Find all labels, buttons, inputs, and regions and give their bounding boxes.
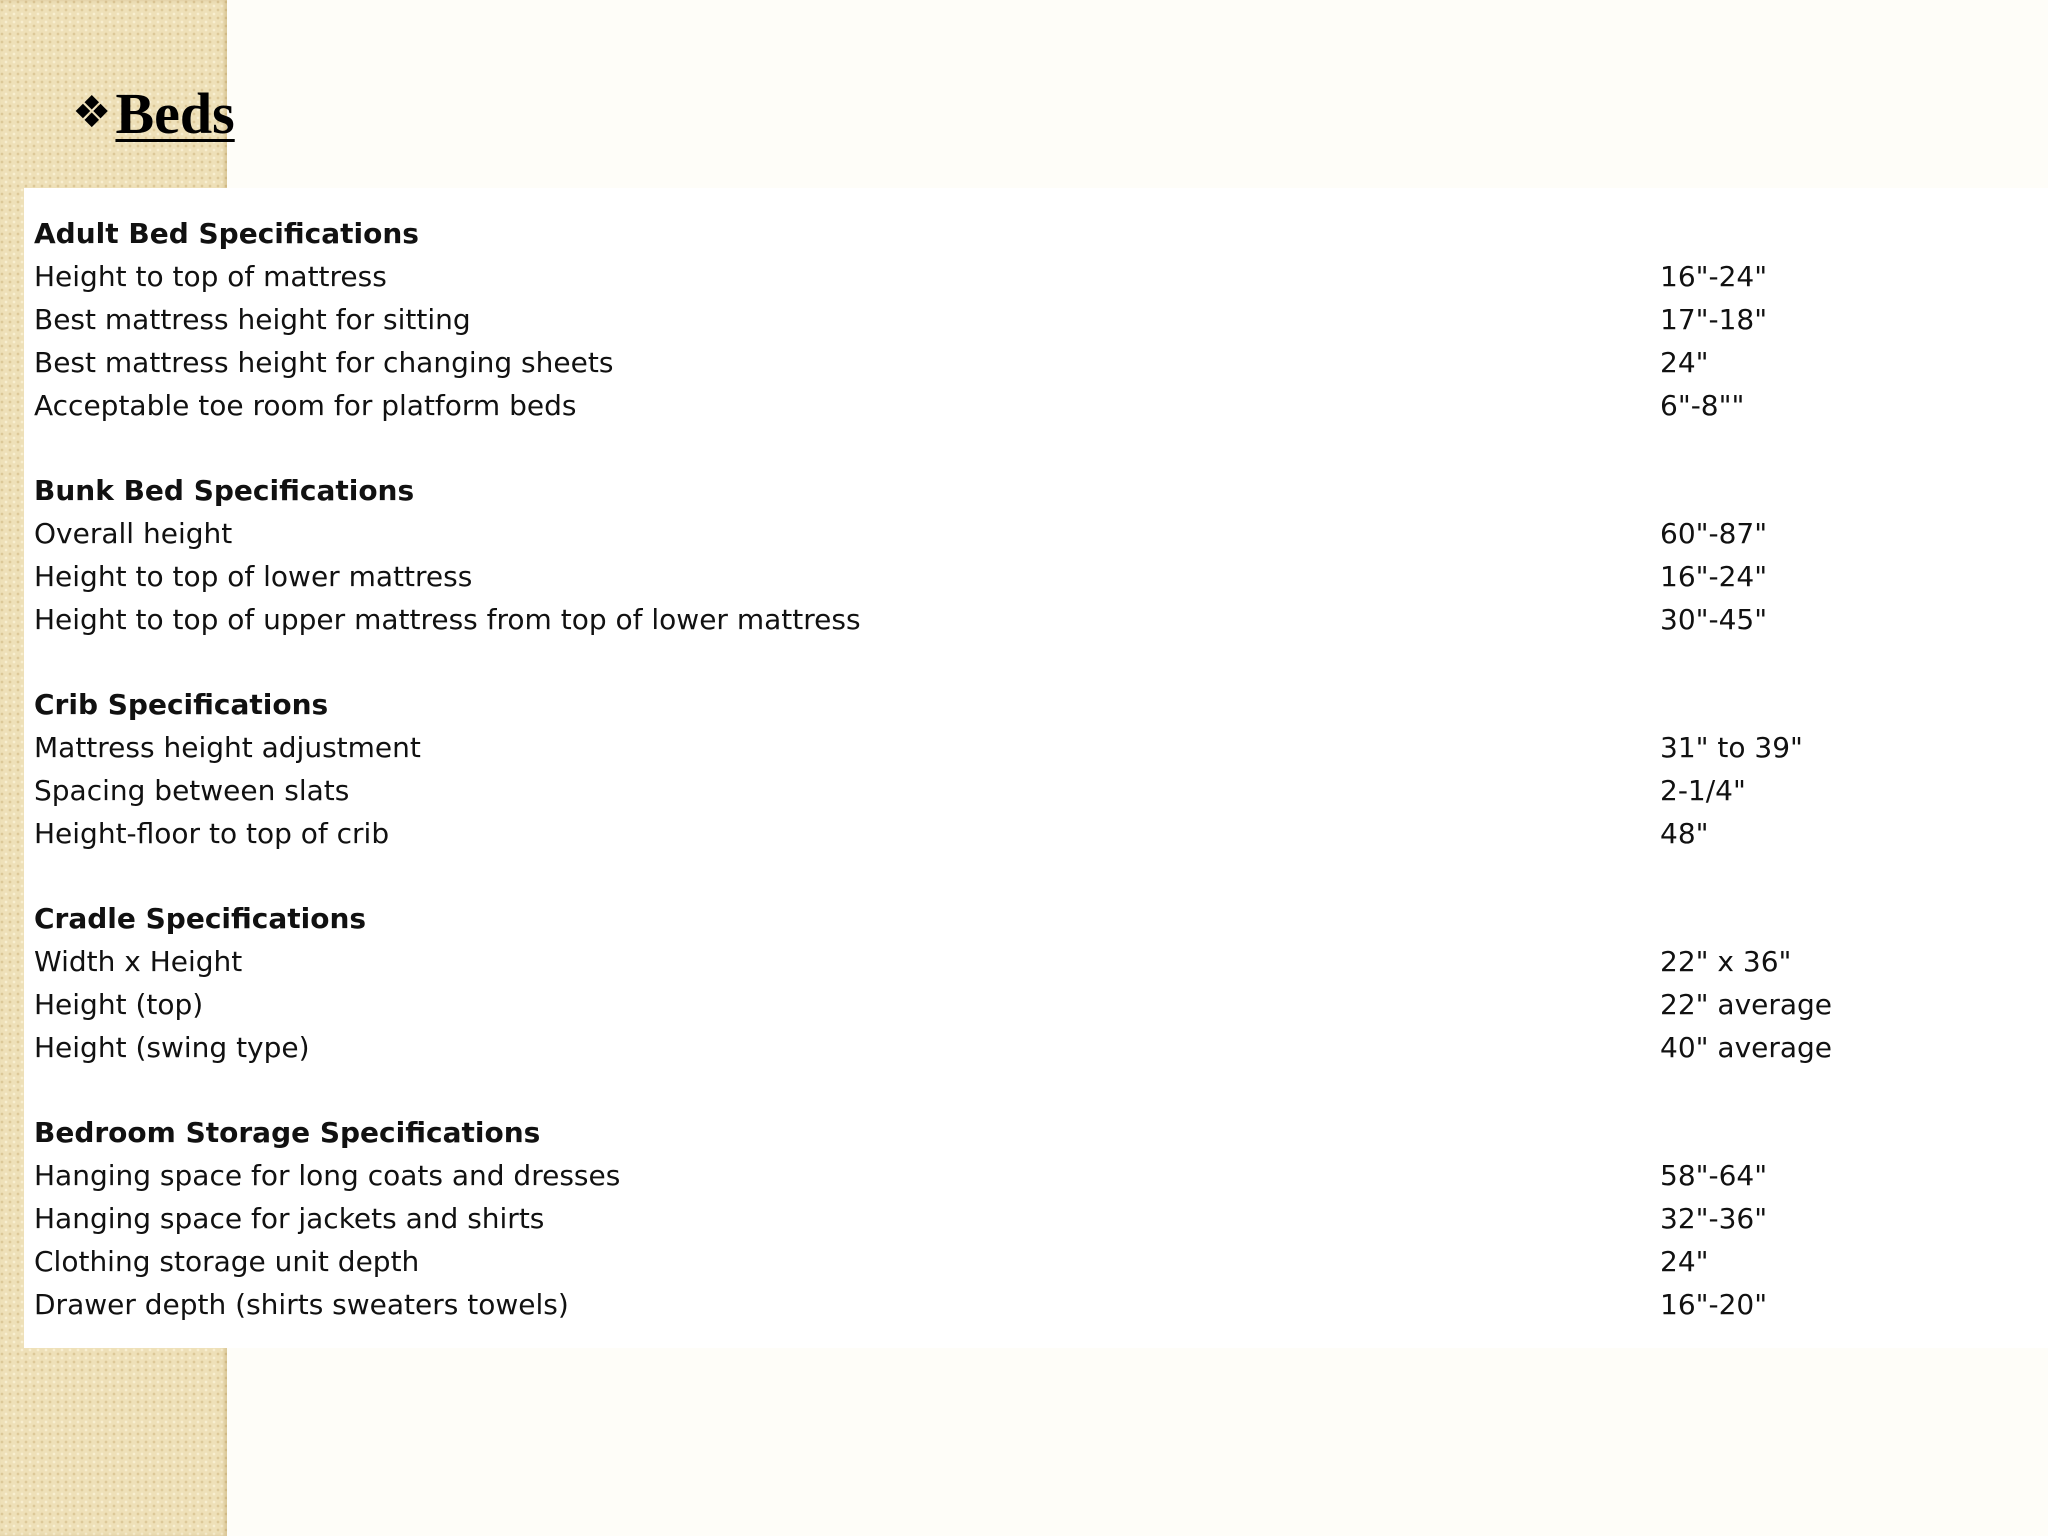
spec-label: Best mattress height for sitting xyxy=(34,303,471,336)
spec-value: 22" average xyxy=(1660,988,1833,1021)
spec-value: 40" average xyxy=(1660,1031,1833,1064)
spec-row xyxy=(34,1026,1834,1069)
spec-row xyxy=(34,598,1834,641)
spec-row xyxy=(34,512,1834,555)
spec-value: 6"-8"" xyxy=(1660,389,1745,422)
specifications-list xyxy=(34,212,1834,1368)
spec-value: 2-1/4" xyxy=(1660,774,1746,807)
section-title: Adult Bed Specifications xyxy=(34,217,419,250)
spec-row xyxy=(34,555,1834,598)
section-cradle xyxy=(34,897,1834,1069)
spec-label: Spacing between slats xyxy=(34,774,350,807)
spec-value: 17"-18" xyxy=(1660,303,1768,336)
spec-row xyxy=(34,983,1834,1026)
spec-value: 60"-87" xyxy=(1660,517,1768,550)
diamond-bullet-icon: ❖ xyxy=(72,87,112,138)
spec-row xyxy=(34,940,1834,983)
spec-row xyxy=(34,726,1834,769)
spec-value: 58"-64" xyxy=(1660,1159,1768,1192)
section-adult-bed xyxy=(34,212,1834,427)
spec-value: 16"-20" xyxy=(1660,1288,1768,1321)
spec-row xyxy=(34,298,1834,341)
spec-label: Height to top of mattress xyxy=(34,260,387,293)
page-title-text: Beds xyxy=(115,81,235,146)
specifications-panel xyxy=(24,188,2048,1348)
spec-label: Hanging space for jackets and shirts xyxy=(34,1202,545,1235)
spec-row xyxy=(34,341,1834,384)
spec-value: 22" x 36" xyxy=(1660,945,1792,978)
spec-row xyxy=(34,384,1834,427)
spec-label: Height to top of lower mattress xyxy=(34,560,473,593)
section-title: Bedroom Storage Specifications xyxy=(34,1116,541,1149)
spec-row xyxy=(34,255,1834,298)
spec-label: Height (top) xyxy=(34,988,204,1021)
spec-value: 31" to 39" xyxy=(1660,731,1803,764)
spec-value: 24" xyxy=(1660,1245,1709,1278)
spec-label: Drawer depth (shirts sweaters towels) xyxy=(34,1288,569,1321)
section-title: Crib Specifications xyxy=(34,688,329,721)
section-title: Cradle Specifications xyxy=(34,902,367,935)
spec-value: 16"-24" xyxy=(1660,260,1768,293)
spec-value: 48" xyxy=(1660,817,1709,850)
spec-row xyxy=(34,769,1834,812)
spec-value: 30"-45" xyxy=(1660,603,1768,636)
spec-label: Height to top of upper mattress from top of lower mattress xyxy=(34,603,861,636)
spec-label: Clothing storage unit depth xyxy=(34,1245,420,1278)
spec-row xyxy=(34,1154,1834,1197)
section-bedroom-storage xyxy=(34,1111,1834,1326)
spec-row xyxy=(34,1283,1834,1326)
spec-label: Acceptable toe room for platform beds xyxy=(34,389,577,422)
spec-value: 16"-24" xyxy=(1660,560,1768,593)
spec-value: 32"-36" xyxy=(1660,1202,1768,1235)
spec-label: Hanging space for long coats and dresses xyxy=(34,1159,621,1192)
spec-row xyxy=(34,812,1834,855)
section-bunk-bed xyxy=(34,469,1834,641)
section-title: Bunk Bed Specifications xyxy=(34,474,415,507)
section-crib xyxy=(34,683,1834,855)
page-title xyxy=(72,78,235,149)
spec-row xyxy=(34,1240,1834,1283)
spec-label: Width x Height xyxy=(34,945,243,978)
spec-value: 24" xyxy=(1660,346,1709,379)
spec-label: Height-floor to top of crib xyxy=(34,817,390,850)
spec-label: Best mattress height for changing sheets xyxy=(34,346,614,379)
spec-label: Mattress height adjustment xyxy=(34,731,421,764)
spec-label: Height (swing type) xyxy=(34,1031,310,1064)
spec-label: Overall height xyxy=(34,517,233,550)
spec-row xyxy=(34,1197,1834,1240)
